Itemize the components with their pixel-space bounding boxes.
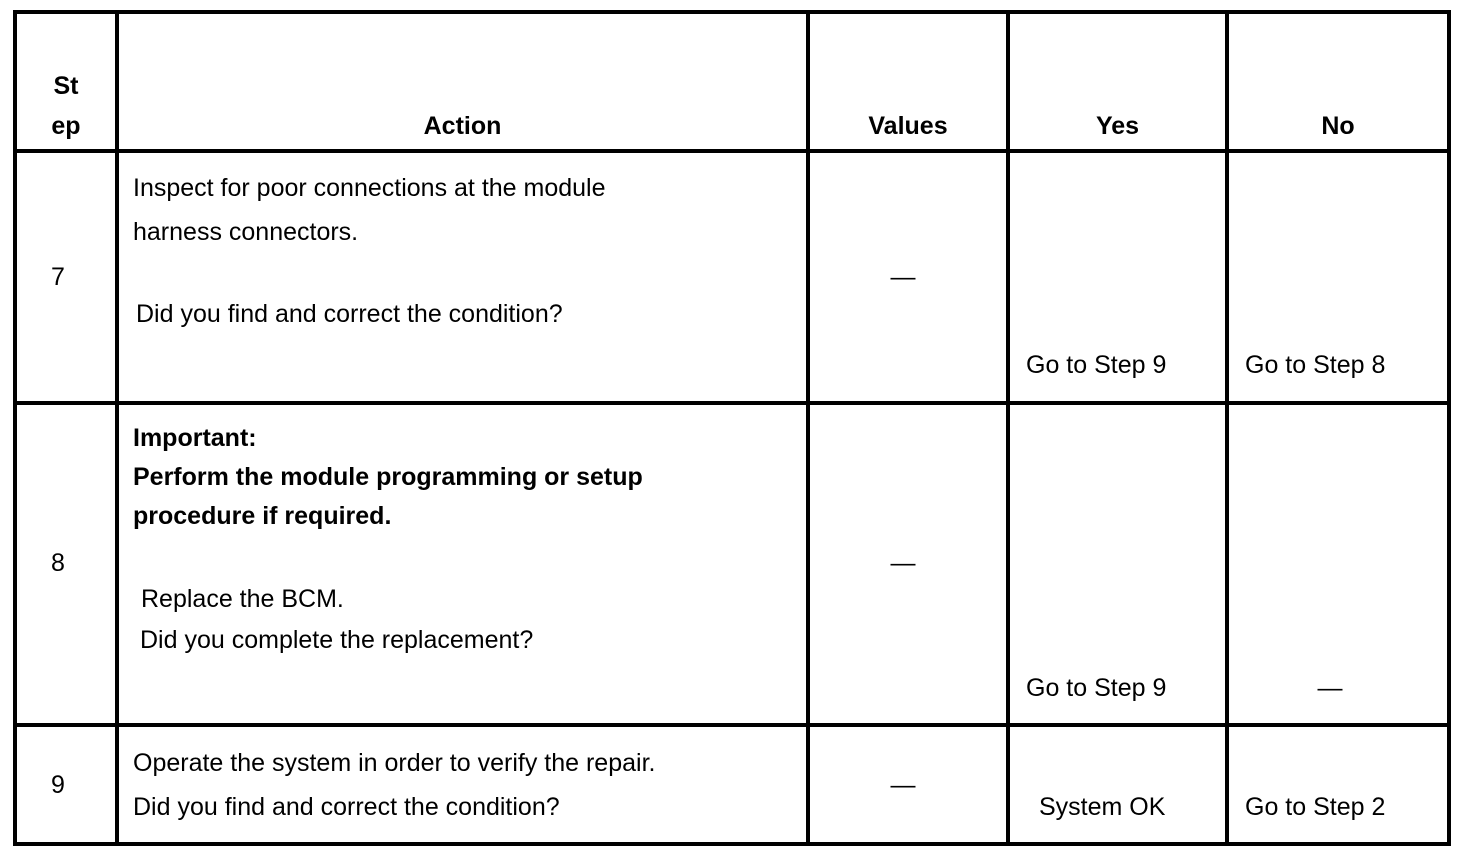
action-question: Did you find and correct the condition? bbox=[133, 793, 560, 821]
table-border-top bbox=[13, 10, 1451, 14]
header-values: Values bbox=[868, 112, 948, 140]
no-cell: Go to Step 2 bbox=[1245, 793, 1386, 821]
important-label: Important: bbox=[133, 424, 257, 452]
action-text-line: harness connectors. bbox=[133, 218, 359, 246]
yes-cell: Go to Step 9 bbox=[1026, 674, 1167, 702]
action-question: Did you find and correct the condition? bbox=[136, 300, 563, 328]
action-text-line: Replace the BCM. bbox=[141, 585, 344, 613]
action-text-line: Inspect for poor connections at the module bbox=[133, 174, 606, 202]
row-step-number: 7 bbox=[51, 263, 65, 291]
important-note-line: procedure if required. bbox=[133, 502, 392, 530]
values-cell: — bbox=[890, 549, 916, 577]
no-cell: Go to Step 8 bbox=[1245, 351, 1386, 379]
values-cell: — bbox=[890, 771, 916, 799]
no-cell: — bbox=[1317, 674, 1343, 702]
table-border-bottom bbox=[13, 842, 1451, 846]
header-divider bbox=[13, 149, 1451, 153]
header-no: No bbox=[1321, 112, 1355, 140]
yes-cell: System OK bbox=[1039, 793, 1166, 821]
column-divider bbox=[1447, 10, 1451, 846]
row-step-number: 9 bbox=[51, 771, 65, 799]
action-text-line: Operate the system in order to verify the repair. bbox=[133, 749, 656, 777]
important-note-line: Perform the module programming or setup bbox=[133, 463, 643, 491]
yes-cell: Go to Step 9 bbox=[1026, 351, 1167, 379]
header-step-line1: St bbox=[53, 72, 79, 100]
action-question: Did you complete the replacement? bbox=[140, 626, 534, 654]
header-action: Action bbox=[423, 112, 502, 140]
header-step bbox=[17, 74, 115, 139]
values-cell: — bbox=[890, 263, 916, 291]
row-divider bbox=[13, 723, 1451, 727]
row-step-number: 8 bbox=[51, 549, 65, 577]
header-yes: Yes bbox=[1095, 112, 1140, 140]
header-step-line2: ep bbox=[51, 112, 81, 140]
row-divider bbox=[13, 401, 1451, 405]
